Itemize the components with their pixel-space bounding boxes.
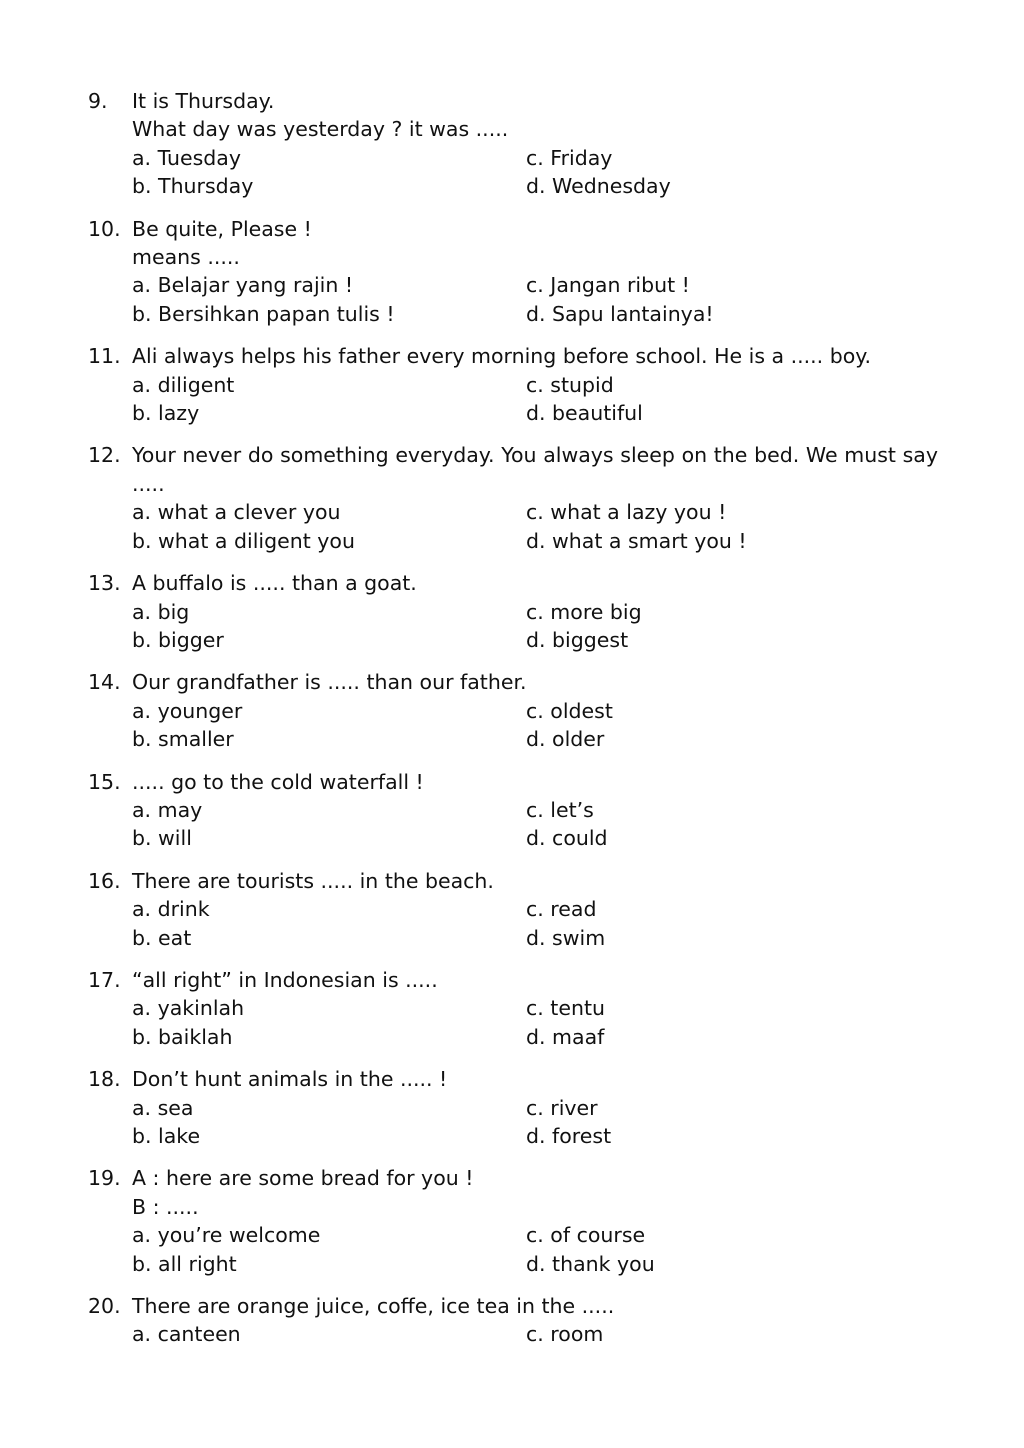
option-d: d. older [526,727,605,752]
question-number: 16. [88,868,121,893]
option-a: a. diligent [132,372,235,397]
answer-options [132,271,938,328]
option-d: d. beautiful [526,401,643,426]
option-c: c. Friday [526,145,613,170]
option-b: b. Bersihkan papan tulis ! [132,301,395,326]
option-d: d. thank you [526,1251,655,1276]
question-body [132,668,938,753]
question-stem: It is Thursday. [132,89,275,113]
option-b: b. all right [132,1251,237,1276]
option-d: d. Sapu lantainya! [526,301,714,326]
option-d: d. could [526,826,608,851]
question-item [88,87,938,201]
option-d: d. swim [526,925,606,950]
question-number: 19. [88,1166,121,1191]
question-item [88,342,938,427]
question-stem: means ..... [132,245,240,270]
question-item [88,1292,938,1349]
question-body [132,215,938,329]
option-b: b. lake [132,1124,201,1148]
option-a: a. big [132,599,190,624]
option-b: b. smaller [132,727,234,752]
option-a: a. drink [132,897,210,922]
question-number: 12. [88,443,121,468]
question-item [88,867,938,952]
option-c: c. stupid [526,372,614,397]
question-number: 15. [88,769,121,794]
option-d: d. Wednesday [526,174,671,199]
question-body [132,87,938,201]
answer-options [132,598,938,655]
option-c: c. more big [526,599,642,624]
option-b: b. what a diligent you [132,528,355,553]
option-d: d. maaf [526,1024,605,1049]
question-item [88,966,938,1051]
question-stem: A : here are some bread for you ! [132,1166,474,1191]
question-number: 20. [88,1294,121,1319]
question-body [132,867,938,952]
question-item [88,569,938,654]
question-stem: Be quite, Please ! [132,216,312,241]
option-b: b. will [132,826,192,851]
answer-options [132,796,938,853]
question-stem: There are orange juice, coffe, ice tea in the ..... [132,1294,615,1319]
question-stem: There are tourists ..... in the beach. [132,868,494,893]
option-b: b. baiklah [132,1024,233,1049]
option-c: c. oldest [526,698,613,723]
option-c: c. tentu [526,996,605,1021]
question-stem: Ali always helps his father every morning before school. He is a ..... boy. [132,344,871,369]
option-a: a. canteen [132,1322,241,1347]
option-b: b. bigger [132,627,224,652]
question-stem: ..... go to the cold waterfall ! [132,769,424,794]
question-stem: Our grandfather is ..... than our father. [132,670,527,695]
option-b: b. Thursday [132,174,254,199]
option-d: d. biggest [526,627,629,652]
question-item [88,215,938,329]
question-number: 10. [88,216,121,241]
option-b: b. lazy [132,401,200,426]
question-stem: What day was yesterday ? it was ..... [132,117,509,142]
option-d: d. forest [526,1124,612,1148]
option-a: a. Tuesday [132,145,241,170]
option-c: c. Jangan ribut ! [526,273,690,298]
question-number: 18. [88,1067,121,1092]
question-stem: B : ..... [132,1194,199,1219]
option-a: a. you’re welcome [132,1223,321,1248]
option-c: c. river [526,1095,598,1120]
answer-options [132,371,938,428]
question-number: 17. [88,967,121,992]
question-item [88,1164,938,1278]
answer-options [132,1094,938,1151]
question-number: 14. [88,670,121,695]
question-stem: Don’t hunt animals in the ..... ! [132,1067,448,1092]
option-c: c. of course [526,1223,646,1248]
question-stem: Your never do something everyday. You always sleep on the bed. We must say ..... [132,443,938,496]
question-item [88,441,938,555]
question-number: 9. [88,89,108,113]
option-a: a. younger [132,698,243,723]
question-body [132,1065,938,1150]
option-a: a. what a clever you [132,500,341,525]
question-body [132,966,938,1051]
option-b: b. eat [132,925,192,950]
option-c: c. what a lazy you ! [526,500,727,525]
question-body [132,342,938,427]
option-a: a. Belajar yang rajin ! [132,273,354,298]
question-item [88,668,938,753]
question-body [132,569,938,654]
question-number: 13. [88,571,121,596]
option-c: c. let’s [526,797,594,822]
question-body [132,768,938,853]
question-stem: “all right” in Indonesian is ..... [132,967,438,992]
option-c: c. room [526,1322,604,1347]
answer-options [132,994,938,1051]
question-item [88,768,938,853]
question-body [132,1164,938,1278]
question-item [88,1065,938,1150]
question-body [132,1292,938,1349]
answer-options [132,144,938,201]
option-a: a. sea [132,1095,194,1120]
question-list [88,87,938,1363]
question-stem: A buffalo is ..... than a goat. [132,571,417,596]
option-c: c. read [526,897,597,922]
option-a: a. yakinlah [132,996,245,1021]
answer-options [132,1221,938,1278]
answer-options [132,697,938,754]
answer-options [132,895,938,952]
question-number: 11. [88,344,121,369]
answer-options [132,498,938,555]
option-d: d. what a smart you ! [526,528,747,553]
option-a: a. may [132,797,203,822]
answer-options [132,1320,938,1348]
question-body [132,441,938,555]
